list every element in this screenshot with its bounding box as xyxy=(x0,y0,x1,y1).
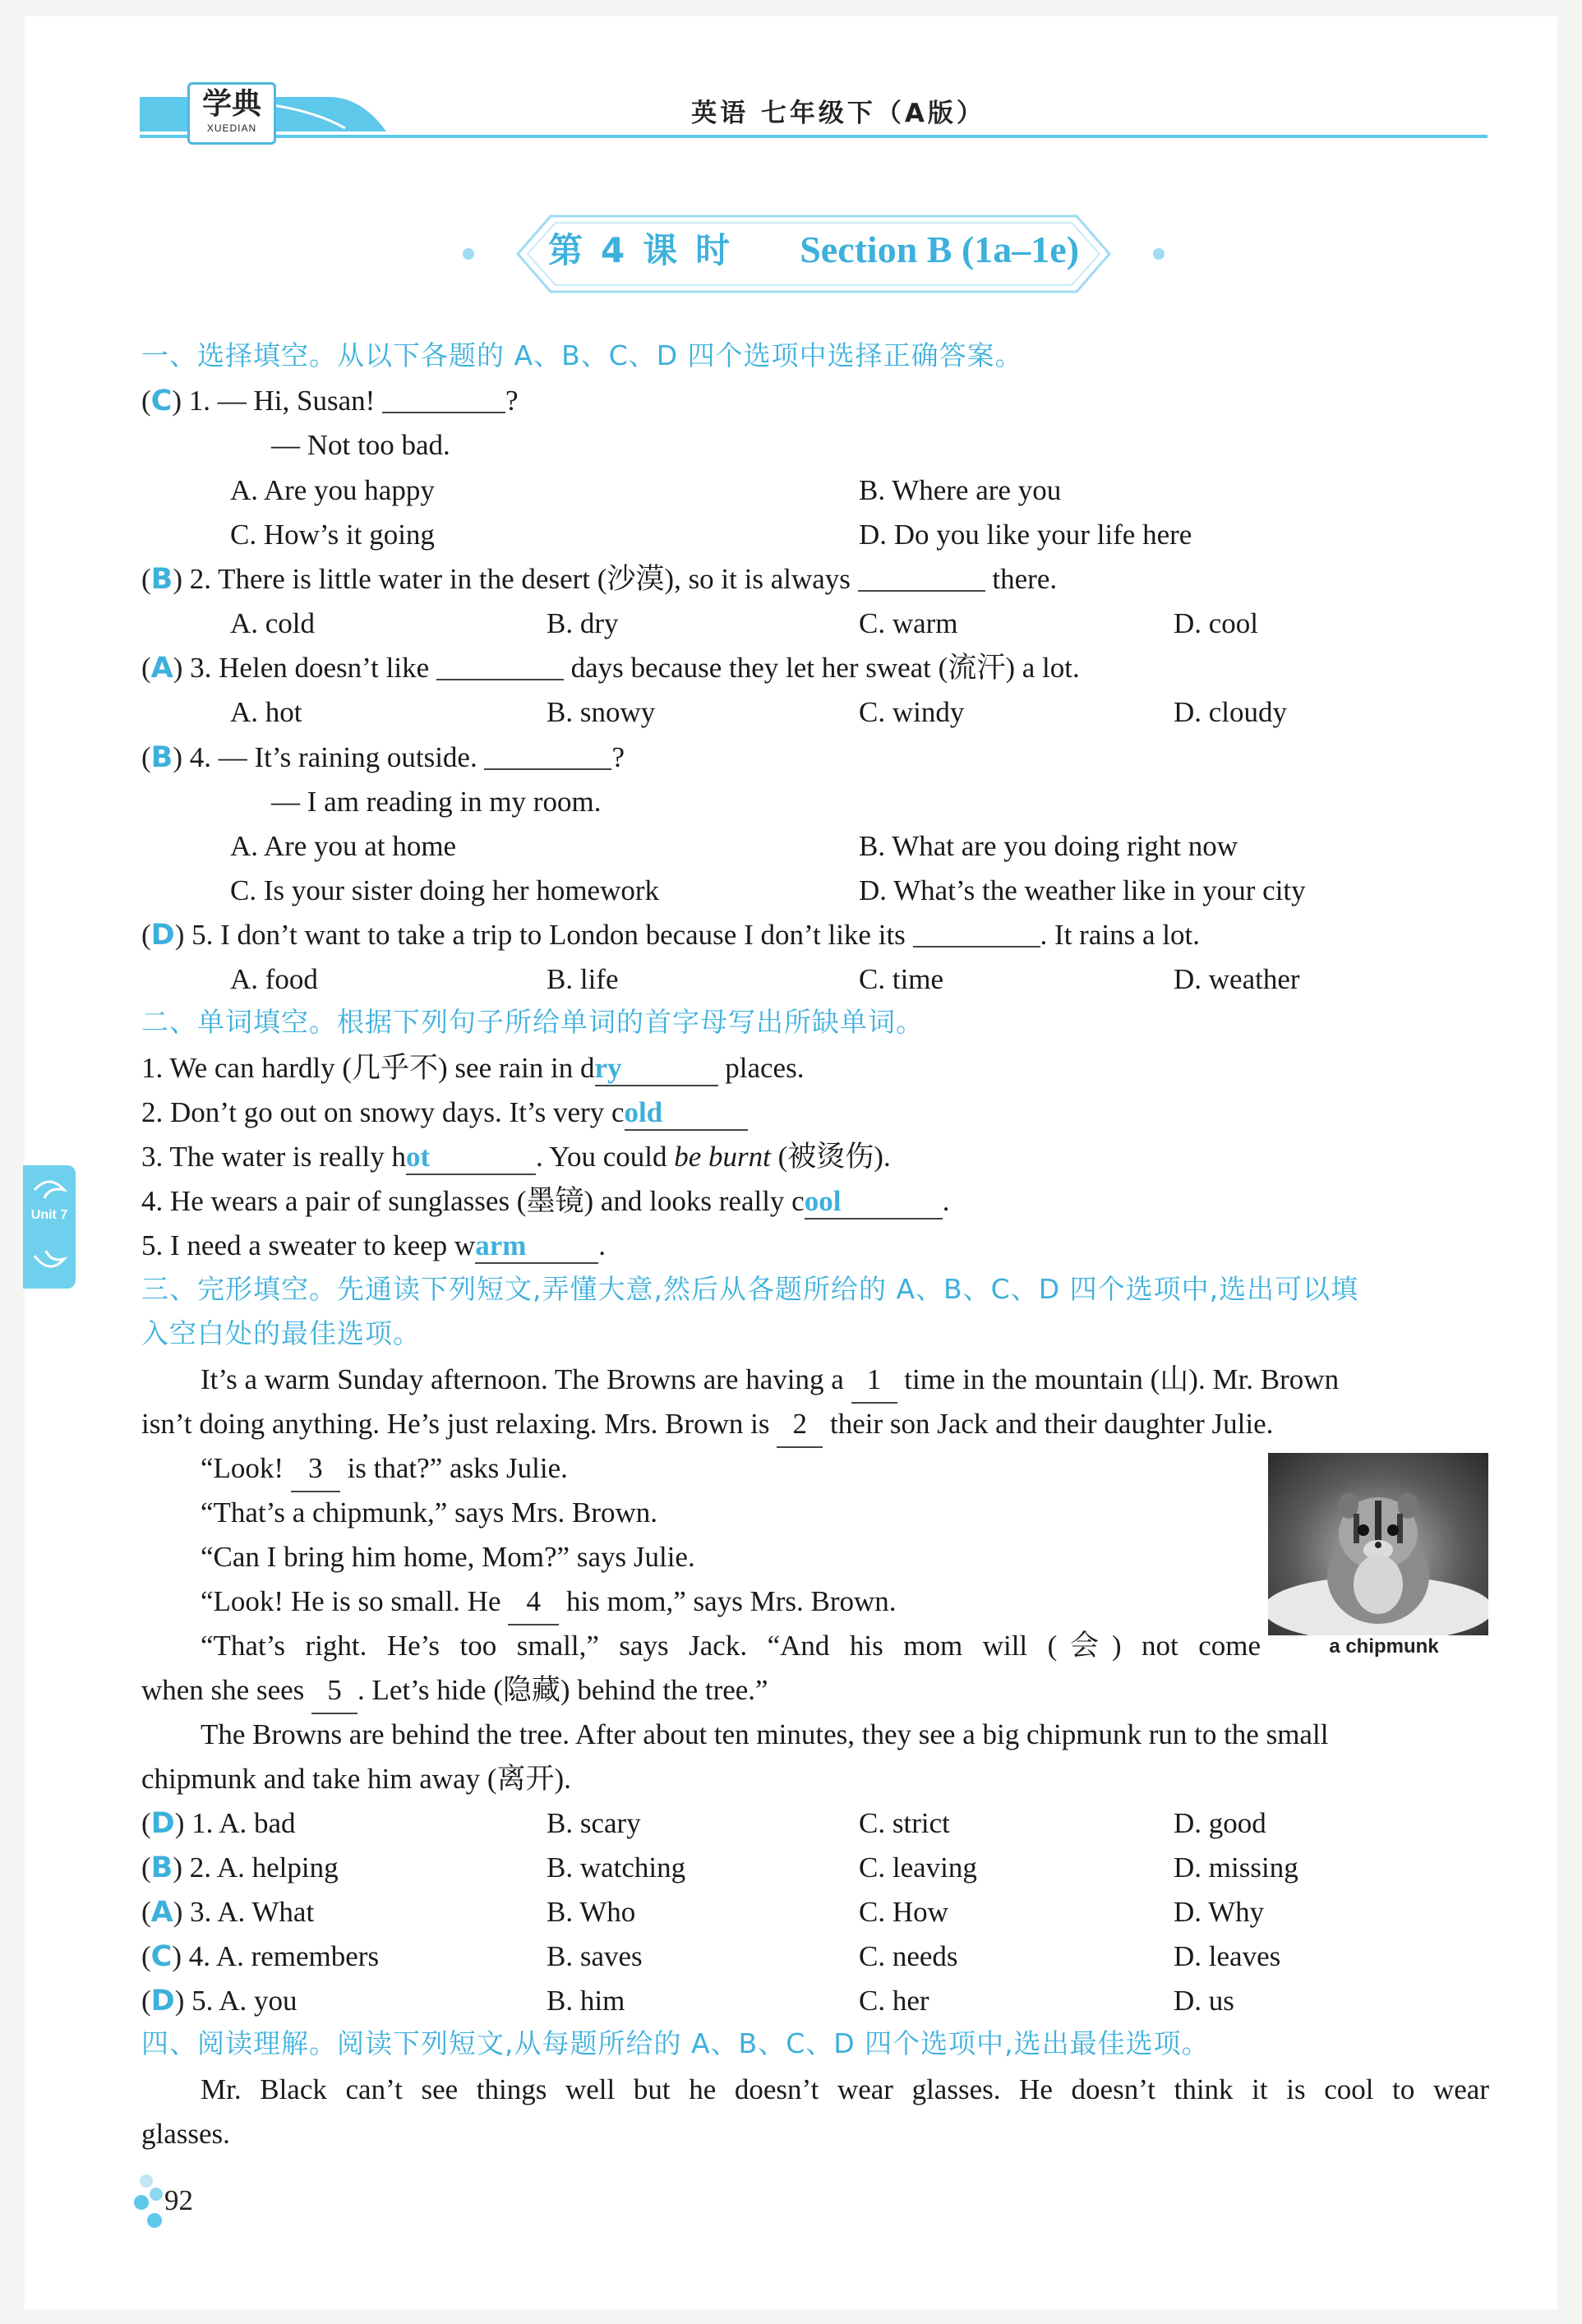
s2-item-2 xyxy=(141,1091,1489,1135)
s1-q1-answer: C xyxy=(150,385,173,417)
s1-q5-tail: . It rains a lot. xyxy=(1040,919,1200,951)
s1-q2: (B) 2. There is little water in the desert (沙漠), so it is always there. xyxy=(141,557,1489,602)
s3-text: isn’t doing anything. He’s just relaxing. Mrs. Brown is xyxy=(141,1408,777,1440)
s3-q5: (D) 5. A. you xyxy=(141,1985,297,2017)
s2-item-1 xyxy=(141,1046,1489,1091)
s3-q2-option-b[interactable]: B. watching xyxy=(547,1851,686,1884)
s3-q1-number: 1. xyxy=(191,1807,214,1839)
s2-item-1-text: 1. We can hardly (几乎不) see rain in d xyxy=(141,1052,595,1084)
s3-p4: “Can I bring him home, Mom?” says Julie. xyxy=(201,1541,695,1573)
s3-q4-answer: C xyxy=(150,1940,173,1973)
s3-q1-option-a[interactable]: A. bad xyxy=(219,1807,296,1839)
s3-q2-answer: B xyxy=(150,1851,173,1884)
answer-blank[interactable] xyxy=(484,739,611,770)
s1-q1-option-d[interactable]: D. Do you like your life here xyxy=(859,519,1192,551)
s2-item-4-answer[interactable]: ool xyxy=(805,1185,943,1220)
s3-text: “Look! xyxy=(201,1452,291,1484)
s1-q5-option-c[interactable]: C. time xyxy=(859,963,944,995)
s2-item-4 xyxy=(141,1179,1489,1224)
swirl-decoration-icon xyxy=(23,1165,76,1289)
s1-q4-option-c[interactable]: C. Is your sister doing her homework xyxy=(230,874,660,906)
lesson-title-en: Section B (1a–1e) xyxy=(800,228,1080,270)
s3-q3-option-a[interactable]: A. What xyxy=(217,1896,315,1928)
s1-q1-option-b[interactable]: B. Where are you xyxy=(859,474,1062,506)
s1-q3-number: 3. xyxy=(190,652,212,684)
s1-q2-option-b[interactable]: B. dry xyxy=(547,607,619,639)
s1-q5-option-b[interactable]: B. life xyxy=(547,963,619,995)
s3-p1-line2 xyxy=(141,1402,1489,1448)
s1-q3-option-d[interactable]: D. cloudy xyxy=(1174,696,1288,728)
s1-q3-tail: days because they let her sweat (流汗) a lot. xyxy=(563,652,1080,684)
section1-title: 一、选择填空。从以下各题的 A、B、C、D 四个选项中选择正确答案。 xyxy=(141,339,1023,371)
s3-text: when she sees xyxy=(141,1674,312,1706)
s1-q5-option-d[interactable]: D. weather xyxy=(1174,963,1300,995)
section3-title-line2: 入空白处的最佳选项。 xyxy=(141,1317,421,1349)
unit-label: Unit 7 xyxy=(30,1208,68,1222)
s1-q5-number: 5. xyxy=(191,919,214,951)
unit-side-tab xyxy=(23,1165,76,1289)
header-rule xyxy=(140,135,1487,138)
s3-q5-number: 5. xyxy=(191,1985,214,2017)
s3-p1-line1 xyxy=(201,1358,1548,1404)
section3-title-line1: 三、完形填空。先通读下列短文,弄懂大意,然后从各题所给的 A、B、C、D 四个选项中,选出可以填 xyxy=(141,1273,1359,1305)
s2-item-5 xyxy=(141,1224,1489,1268)
section4-title: 四、阅读理解。阅读下列短文,从每题所给的 A、B、C、D 四个选项中,选出最佳选项。 xyxy=(141,2027,1210,2059)
s3-q2-option-c[interactable]: C. leaving xyxy=(859,1851,977,1884)
s3-p7-line1: The Browns are behind the tree. After about ten minutes, they see a big chipmunk run to the small xyxy=(201,1718,1329,1750)
cloze-blank-2[interactable]: 2 xyxy=(777,1402,823,1448)
s3-q3-number: 3. xyxy=(190,1896,212,1928)
s1-q5-option-a[interactable]: A. food xyxy=(230,963,318,995)
s1-q3-answer: A xyxy=(150,652,173,685)
s1-q5-text: I don’t want to take a trip to London because I don’t like its xyxy=(220,919,913,951)
s1-q2-option-c[interactable]: C. warm xyxy=(859,607,958,639)
s4-p1-line2: glasses. xyxy=(141,2118,230,2150)
s3-q4-option-c[interactable]: C. needs xyxy=(859,1940,958,1972)
s2-item-2-answer[interactable]: old xyxy=(625,1096,748,1131)
s2-item-3-italic: be burnt xyxy=(674,1141,771,1173)
publisher-logo xyxy=(187,82,276,145)
logo-chinese: 学典 xyxy=(201,86,261,121)
s3-q2: (B) 2. A. helping xyxy=(141,1851,339,1884)
s3-q4-option-d[interactable]: D. leaves xyxy=(1174,1940,1281,1972)
s3-q4-option-a[interactable]: A. remembers xyxy=(215,1940,380,1972)
s3-q5-answer: D xyxy=(150,1985,175,2017)
s3-p6-cont xyxy=(141,1668,1489,1714)
logo-english: XUEDIAN xyxy=(206,122,257,134)
s1-q2-option-d[interactable]: D. cool xyxy=(1174,607,1259,639)
s3-q3-answer: A xyxy=(150,1896,173,1929)
s3-q5-option-d[interactable]: D. us xyxy=(1174,1985,1234,2017)
s1-q4-option-a[interactable]: A. Are you at home xyxy=(230,830,457,862)
s2-item-4-text: 4. He wears a pair of sunglasses (墨镜) and looks really c xyxy=(141,1185,805,1217)
answer-blank[interactable] xyxy=(382,382,505,413)
s3-q3-option-b[interactable]: B. Who xyxy=(547,1896,636,1928)
s2-item-5-tail: . xyxy=(598,1229,606,1261)
s3-q2-option-d[interactable]: D. missing xyxy=(1174,1851,1298,1884)
s2-item-5-text: 5. I need a sweater to keep w xyxy=(141,1229,476,1261)
s1-q2-text: There is little water in the desert (沙漠), so it is always xyxy=(218,563,858,595)
s3-text: “Look! He is so small. He xyxy=(201,1585,509,1617)
s3-p3: “That’s a chipmunk,” says Mrs. Brown. xyxy=(201,1496,658,1529)
cloze-blank-5[interactable]: 5 xyxy=(311,1668,357,1714)
s3-q3: (A) 3. A. What xyxy=(141,1896,315,1929)
s1-q1-option-c[interactable]: C. How’s it going xyxy=(230,519,435,551)
s3-q1: (D) 1. A. bad xyxy=(141,1807,296,1840)
cloze-blank-3[interactable]: 3 xyxy=(291,1446,340,1492)
s2-item-3-tail: . You could xyxy=(536,1141,675,1173)
s1-q4-text: — It’s raining outside. xyxy=(218,741,485,773)
book-title: 英语 七年级下（A版） xyxy=(691,99,985,128)
s2-item-3-text: 3. The water is really h xyxy=(141,1141,407,1173)
answer-blank[interactable] xyxy=(858,560,985,592)
s1-q1: (C) 1. — Hi, Susan! ? xyxy=(141,379,1489,423)
s1-q4-answer: B xyxy=(150,741,173,774)
s1-q2-number: 2. xyxy=(189,563,211,595)
s3-q2-option-a[interactable]: A. helping xyxy=(216,1851,339,1884)
s2-item-1-answer[interactable]: ry xyxy=(595,1052,718,1086)
s3-q1-answer: D xyxy=(150,1807,175,1840)
s1-q1-text: — Hi, Susan! xyxy=(217,385,383,417)
chipmunk-illustration xyxy=(1268,1453,1488,1635)
s1-q4-number: 4. xyxy=(189,741,211,773)
s1-q3: (A) 3. Helen doesn’t like days because they let her sweat (流汗) a lot. xyxy=(141,646,1489,690)
cloze-blank-4[interactable]: 4 xyxy=(508,1579,559,1625)
s3-text: is that?” asks Julie. xyxy=(339,1452,568,1484)
s3-q1-option-b[interactable]: B. scary xyxy=(547,1807,641,1839)
s1-q1-number: 1. xyxy=(188,385,210,417)
answer-blank[interactable] xyxy=(913,916,1040,948)
section2-title: 二、单词填空。根据下列句子所给单词的首字母写出所缺单词。 xyxy=(141,1006,924,1038)
s1-q3-text: Helen doesn’t like xyxy=(219,652,436,684)
cloze-blank-1[interactable]: 1 xyxy=(851,1358,897,1404)
s1-q4-reply: — I am reading in my room. xyxy=(271,786,602,818)
s3-p7-line2: chipmunk and take him away (离开). xyxy=(141,1763,571,1795)
s2-item-3 xyxy=(141,1135,1489,1179)
s1-q2-tail: there. xyxy=(985,563,1058,595)
s1-q4-option-b[interactable]: B. What are you doing right now xyxy=(859,830,1238,862)
s1-q4-tail: ? xyxy=(611,741,625,773)
s1-q2-option-a[interactable]: A. cold xyxy=(230,607,316,639)
chipmunk-photo xyxy=(1268,1453,1488,1635)
s3-q5-option-c[interactable]: C. her xyxy=(859,1985,929,2017)
s3-q2-number: 2. xyxy=(189,1851,211,1884)
s2-item-1-tail: places. xyxy=(717,1052,805,1084)
s2-item-3-answer[interactable]: ot xyxy=(406,1141,536,1175)
s3-q1-option-c[interactable]: C. strict xyxy=(859,1807,950,1839)
lesson-title-cn: 第4课时 xyxy=(547,230,749,270)
page-number: 92 xyxy=(164,2184,193,2216)
s1-q4-option-d[interactable]: D. What’s the weather like in your city xyxy=(859,874,1306,906)
s3-q4-number: 4. xyxy=(188,1940,210,1972)
s3-text: It’s a warm Sunday afternoon. The Browns are having a xyxy=(201,1363,851,1395)
lesson-title xyxy=(460,224,1167,273)
s1-q4: (B) 4. — It’s raining outside. ? xyxy=(141,735,1489,780)
s4-p1-line1: Mr. Black can’t see things well but he doesn’t wear glasses. He doesn’t think it is cool to wear xyxy=(201,2073,1489,2105)
s1-q3-option-b[interactable]: B. snowy xyxy=(547,696,656,728)
s3-text: . Let’s hide (隐藏) behind the tree.” xyxy=(357,1674,768,1706)
s3-q3-option-d[interactable]: D. Why xyxy=(1174,1896,1265,1928)
s1-q3-option-c[interactable]: C. windy xyxy=(859,696,965,728)
s3-q4-option-b[interactable]: B. saves xyxy=(547,1940,643,1972)
s3-q3-option-c[interactable]: C. How xyxy=(859,1896,948,1928)
s3-q4: (C) 4. A. remembers xyxy=(141,1940,380,1973)
s2-item-2-text: 2. Don’t go out on snowy days. It’s very c xyxy=(141,1096,625,1128)
s3-text: time in the mountain (山). Mr. Brown xyxy=(897,1363,1340,1395)
s3-q5-option-b[interactable]: B. him xyxy=(547,1985,625,2017)
s3-text: their son Jack and their daughter Julie. xyxy=(823,1408,1274,1440)
s1-q2-answer: B xyxy=(150,563,173,596)
answer-blank[interactable] xyxy=(436,649,564,680)
s1-q3-option-a[interactable]: A. hot xyxy=(230,696,302,728)
s3-text: his mom,” says Mrs. Brown. xyxy=(559,1585,897,1617)
s1-q1-reply: — Not too bad. xyxy=(271,429,450,461)
s2-item-5-answer[interactable]: arm xyxy=(475,1229,598,1264)
s1-q1-tail: ? xyxy=(505,385,519,417)
s3-q5-option-a[interactable]: A. you xyxy=(219,1985,297,2017)
s1-q1-option-a[interactable]: A. Are you happy xyxy=(230,474,435,506)
photo-caption: a chipmunk xyxy=(1329,1635,1439,1658)
s1-q5-answer: D xyxy=(150,919,175,952)
s3-p6: “That’s right. He’s too small,” says Jack. “And his mom will (会) not come xyxy=(201,1630,1261,1662)
s1-q5: (D) 5. I don’t want to take a trip to London because I don’t like its . It rains a lot. xyxy=(141,913,1489,957)
s2-item-3-tail2: (被烫伤). xyxy=(770,1141,891,1173)
s3-q1-option-d[interactable]: D. good xyxy=(1174,1807,1266,1839)
s2-item-4-tail: . xyxy=(942,1185,950,1217)
